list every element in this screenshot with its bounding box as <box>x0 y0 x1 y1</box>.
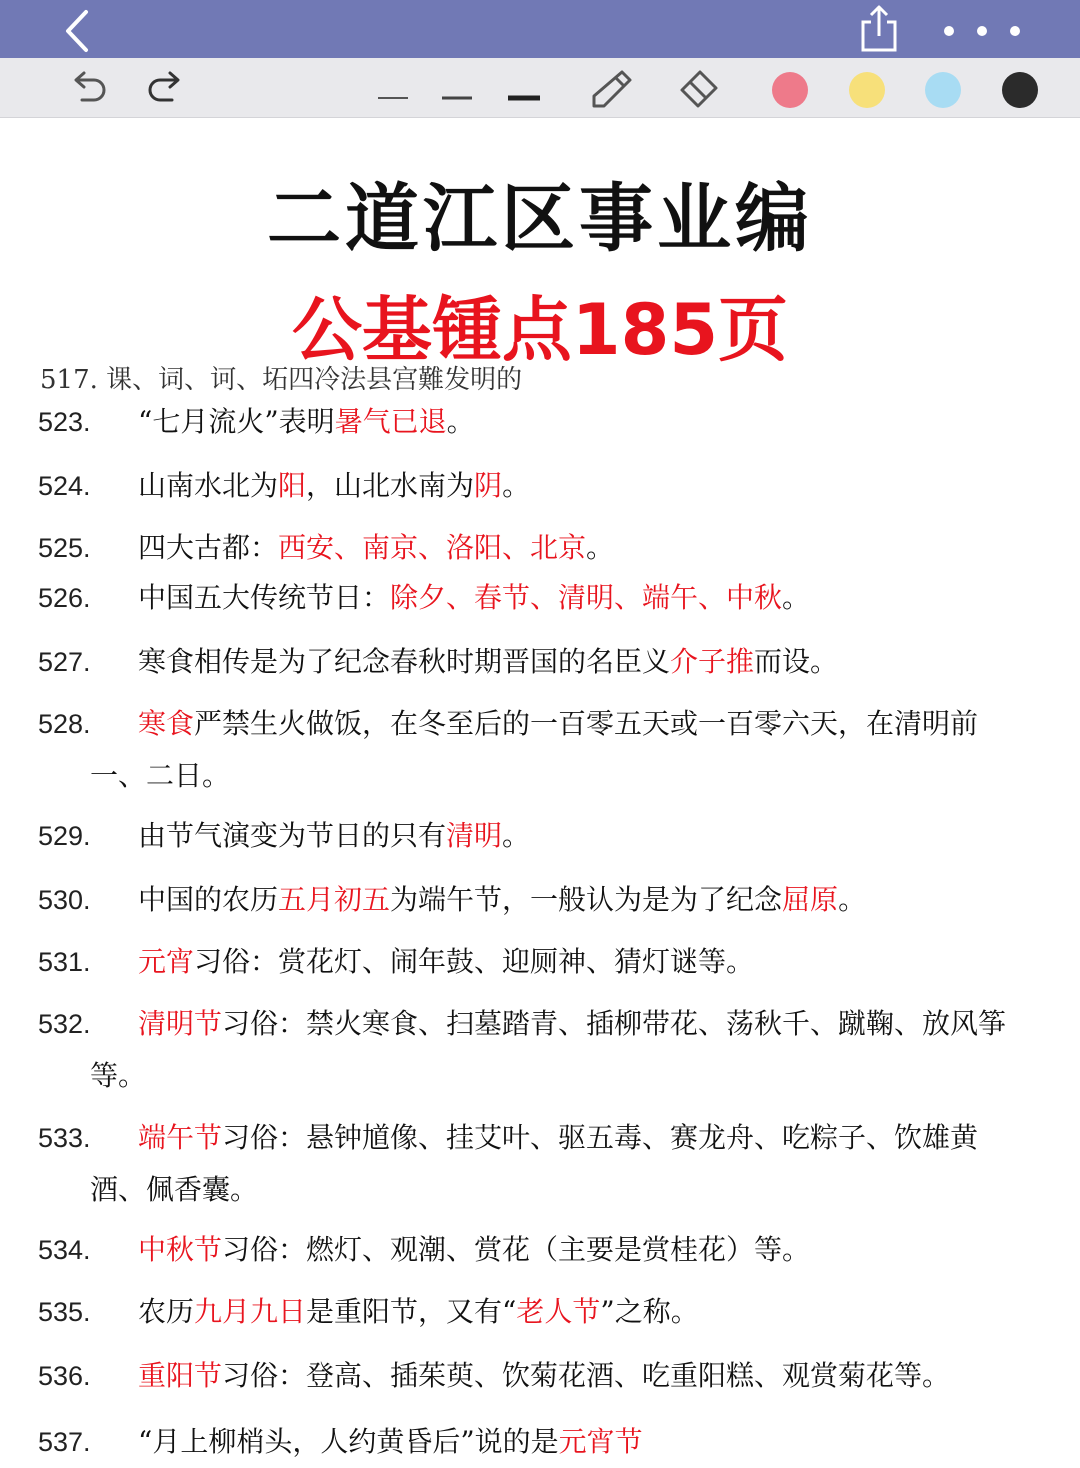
item-number: 537. <box>38 1427 91 1457</box>
item-text <box>138 874 866 926</box>
highlight-text: 阴 <box>474 469 503 502</box>
highlight-text: 西安、南京、洛阳、北京 <box>278 531 587 564</box>
stroke-thin-button[interactable] <box>368 68 418 108</box>
text-run: 酒、佩香囊。 <box>90 1173 259 1206</box>
item-text <box>138 522 614 574</box>
text-run: 习俗：赏花灯、闹年鼓、迎厕神、猜灯谜等。 <box>194 945 755 978</box>
text-run: 山南水北为 <box>138 469 279 502</box>
item-text-continued <box>90 1050 146 1102</box>
text-run: “月上柳梢头，人约黄昏后”说的是 <box>138 1425 559 1458</box>
item-number: 536. <box>38 1361 91 1391</box>
share-button[interactable] <box>852 2 906 56</box>
item-text-continued <box>90 750 230 802</box>
item-number: 531. <box>38 947 91 977</box>
item-number: 530. <box>38 885 91 915</box>
item-text <box>138 636 838 688</box>
item-text <box>138 572 810 624</box>
highlight-text: 重阳节 <box>138 1359 223 1392</box>
highlight-text: 九月九日 <box>194 1295 307 1328</box>
item-text <box>138 460 530 512</box>
text-run: 。 <box>782 581 811 614</box>
text-run: 由节气演变为节日的只有 <box>138 819 447 852</box>
item-text <box>138 1224 810 1276</box>
chevron-left-icon <box>52 6 102 54</box>
clipped-previous-line <box>40 365 1040 395</box>
pencil-icon <box>588 68 638 108</box>
item-text <box>138 1286 699 1338</box>
text-run: 。 <box>502 819 531 852</box>
item-number: 535. <box>38 1297 91 1327</box>
item-text <box>138 998 1006 1050</box>
highlight-text: 介子推 <box>670 645 755 678</box>
item-number: 526. <box>38 583 91 613</box>
item-number: 528. <box>38 709 91 739</box>
stroke-medium-icon <box>432 68 482 108</box>
text-run: 是重阳节，又有“ <box>306 1295 517 1328</box>
item-text <box>138 698 978 750</box>
text-run: ，山北水南为 <box>306 469 475 502</box>
back-button[interactable] <box>52 6 102 54</box>
item-text <box>138 1416 643 1468</box>
annotation-toolbar <box>0 58 1080 118</box>
highlight-text: 元宵 <box>138 945 195 978</box>
text-run: ”之称。 <box>600 1295 699 1328</box>
text-run: 寒食相传是为了纪念春秋时期晋国的名臣义 <box>138 645 671 678</box>
color-swatch-black[interactable] <box>1002 72 1038 108</box>
text-run: 为端午节，一般认为是为了纪念 <box>390 883 783 916</box>
text-run: 。 <box>502 469 531 502</box>
page-subtitle: 公基锺点185页 <box>291 289 789 371</box>
clipped-next-item <box>38 1416 1048 1458</box>
highlight-text: 元宵节 <box>558 1425 643 1458</box>
highlight-text: 中秋节 <box>138 1233 223 1266</box>
text-run: 一、二日。 <box>90 759 231 792</box>
pen-tool-button[interactable] <box>588 68 638 108</box>
top-app-bar <box>0 0 1080 58</box>
page-title: 二道江区事业编 <box>267 176 813 262</box>
highlight-text: 清明节 <box>138 1007 223 1040</box>
highlight-text: 清明 <box>446 819 503 852</box>
item-number: 534. <box>38 1235 91 1265</box>
eraser-tool-button[interactable] <box>674 68 724 108</box>
stroke-medium-button[interactable] <box>432 68 482 108</box>
item-number: 532. <box>38 1009 91 1039</box>
item-text <box>138 1350 950 1402</box>
text-run: 四大古都： <box>138 531 279 564</box>
color-swatch-blue[interactable] <box>925 72 961 108</box>
highlight-text: 老人节 <box>516 1295 601 1328</box>
text-run: 习俗：燃灯、观潮、赏花（主要是赏桂花）等。 <box>222 1233 811 1266</box>
text-run: 严禁生火做饭，在冬至后的一百零五天或一百零六天，在清明前 <box>194 707 979 740</box>
highlight-text: 寒食 <box>138 707 195 740</box>
more-dots-icon <box>935 18 1030 44</box>
undo-icon <box>64 68 114 108</box>
item-number: 533. <box>38 1123 91 1153</box>
highlight-text: 暑气已退 <box>334 405 447 438</box>
share-icon <box>852 2 906 56</box>
highlight-text: 屈原 <box>782 883 839 916</box>
item-number: 525. <box>38 533 91 563</box>
text-run: 习俗：登高、插茱萸、饮菊花酒、吃重阳糕、观赏菊花等。 <box>222 1359 951 1392</box>
highlight-text: 端午节 <box>138 1121 223 1154</box>
clipped-previous-text: 517. 课、词、诃、坧四冷法县宫難发明的 <box>40 365 523 395</box>
text-run: 农历 <box>138 1295 195 1328</box>
text-run: 等。 <box>90 1059 147 1092</box>
text-run: 习俗：悬钟馗像、挂艾叶、驱五毒、赛龙舟、吃粽子、饮雄黄 <box>222 1121 979 1154</box>
eraser-icon <box>674 68 724 108</box>
color-swatch-pink[interactable] <box>772 72 808 108</box>
highlight-text: 除夕、春节、清明、端午、中秋 <box>390 581 783 614</box>
text-run: 中国五大传统节日： <box>138 581 391 614</box>
redo-icon <box>140 68 190 108</box>
item-text <box>138 810 530 862</box>
item-number: 523. <box>38 407 91 437</box>
stroke-thick-icon <box>498 68 548 108</box>
item-text-continued <box>90 1164 258 1216</box>
highlight-text: 五月初五 <box>278 883 391 916</box>
item-number: 524. <box>38 471 91 501</box>
text-run: 。 <box>838 883 867 916</box>
text-run: 习俗：禁火寒食、扫墓踏青、插柳带花、荡秋千、蹴鞠、放风筝 <box>222 1007 1007 1040</box>
item-text <box>138 396 475 448</box>
redo-button[interactable] <box>140 68 190 108</box>
color-swatch-yellow[interactable] <box>849 72 885 108</box>
item-text <box>138 1112 978 1164</box>
item-text <box>138 936 754 988</box>
text-run: “七月流火”表明 <box>138 405 335 438</box>
text-run: 而设。 <box>754 645 839 678</box>
stroke-thin-icon <box>368 68 418 108</box>
text-run: 。 <box>446 405 475 438</box>
highlight-text: 阳 <box>278 469 307 502</box>
undo-button[interactable] <box>64 68 114 108</box>
item-number: 527. <box>38 647 91 677</box>
item-number: 529. <box>38 821 91 851</box>
text-run: 中国的农历 <box>138 883 279 916</box>
text-run: 。 <box>586 531 615 564</box>
stroke-thick-button[interactable] <box>498 68 548 108</box>
more-options-button[interactable] <box>935 18 1030 44</box>
